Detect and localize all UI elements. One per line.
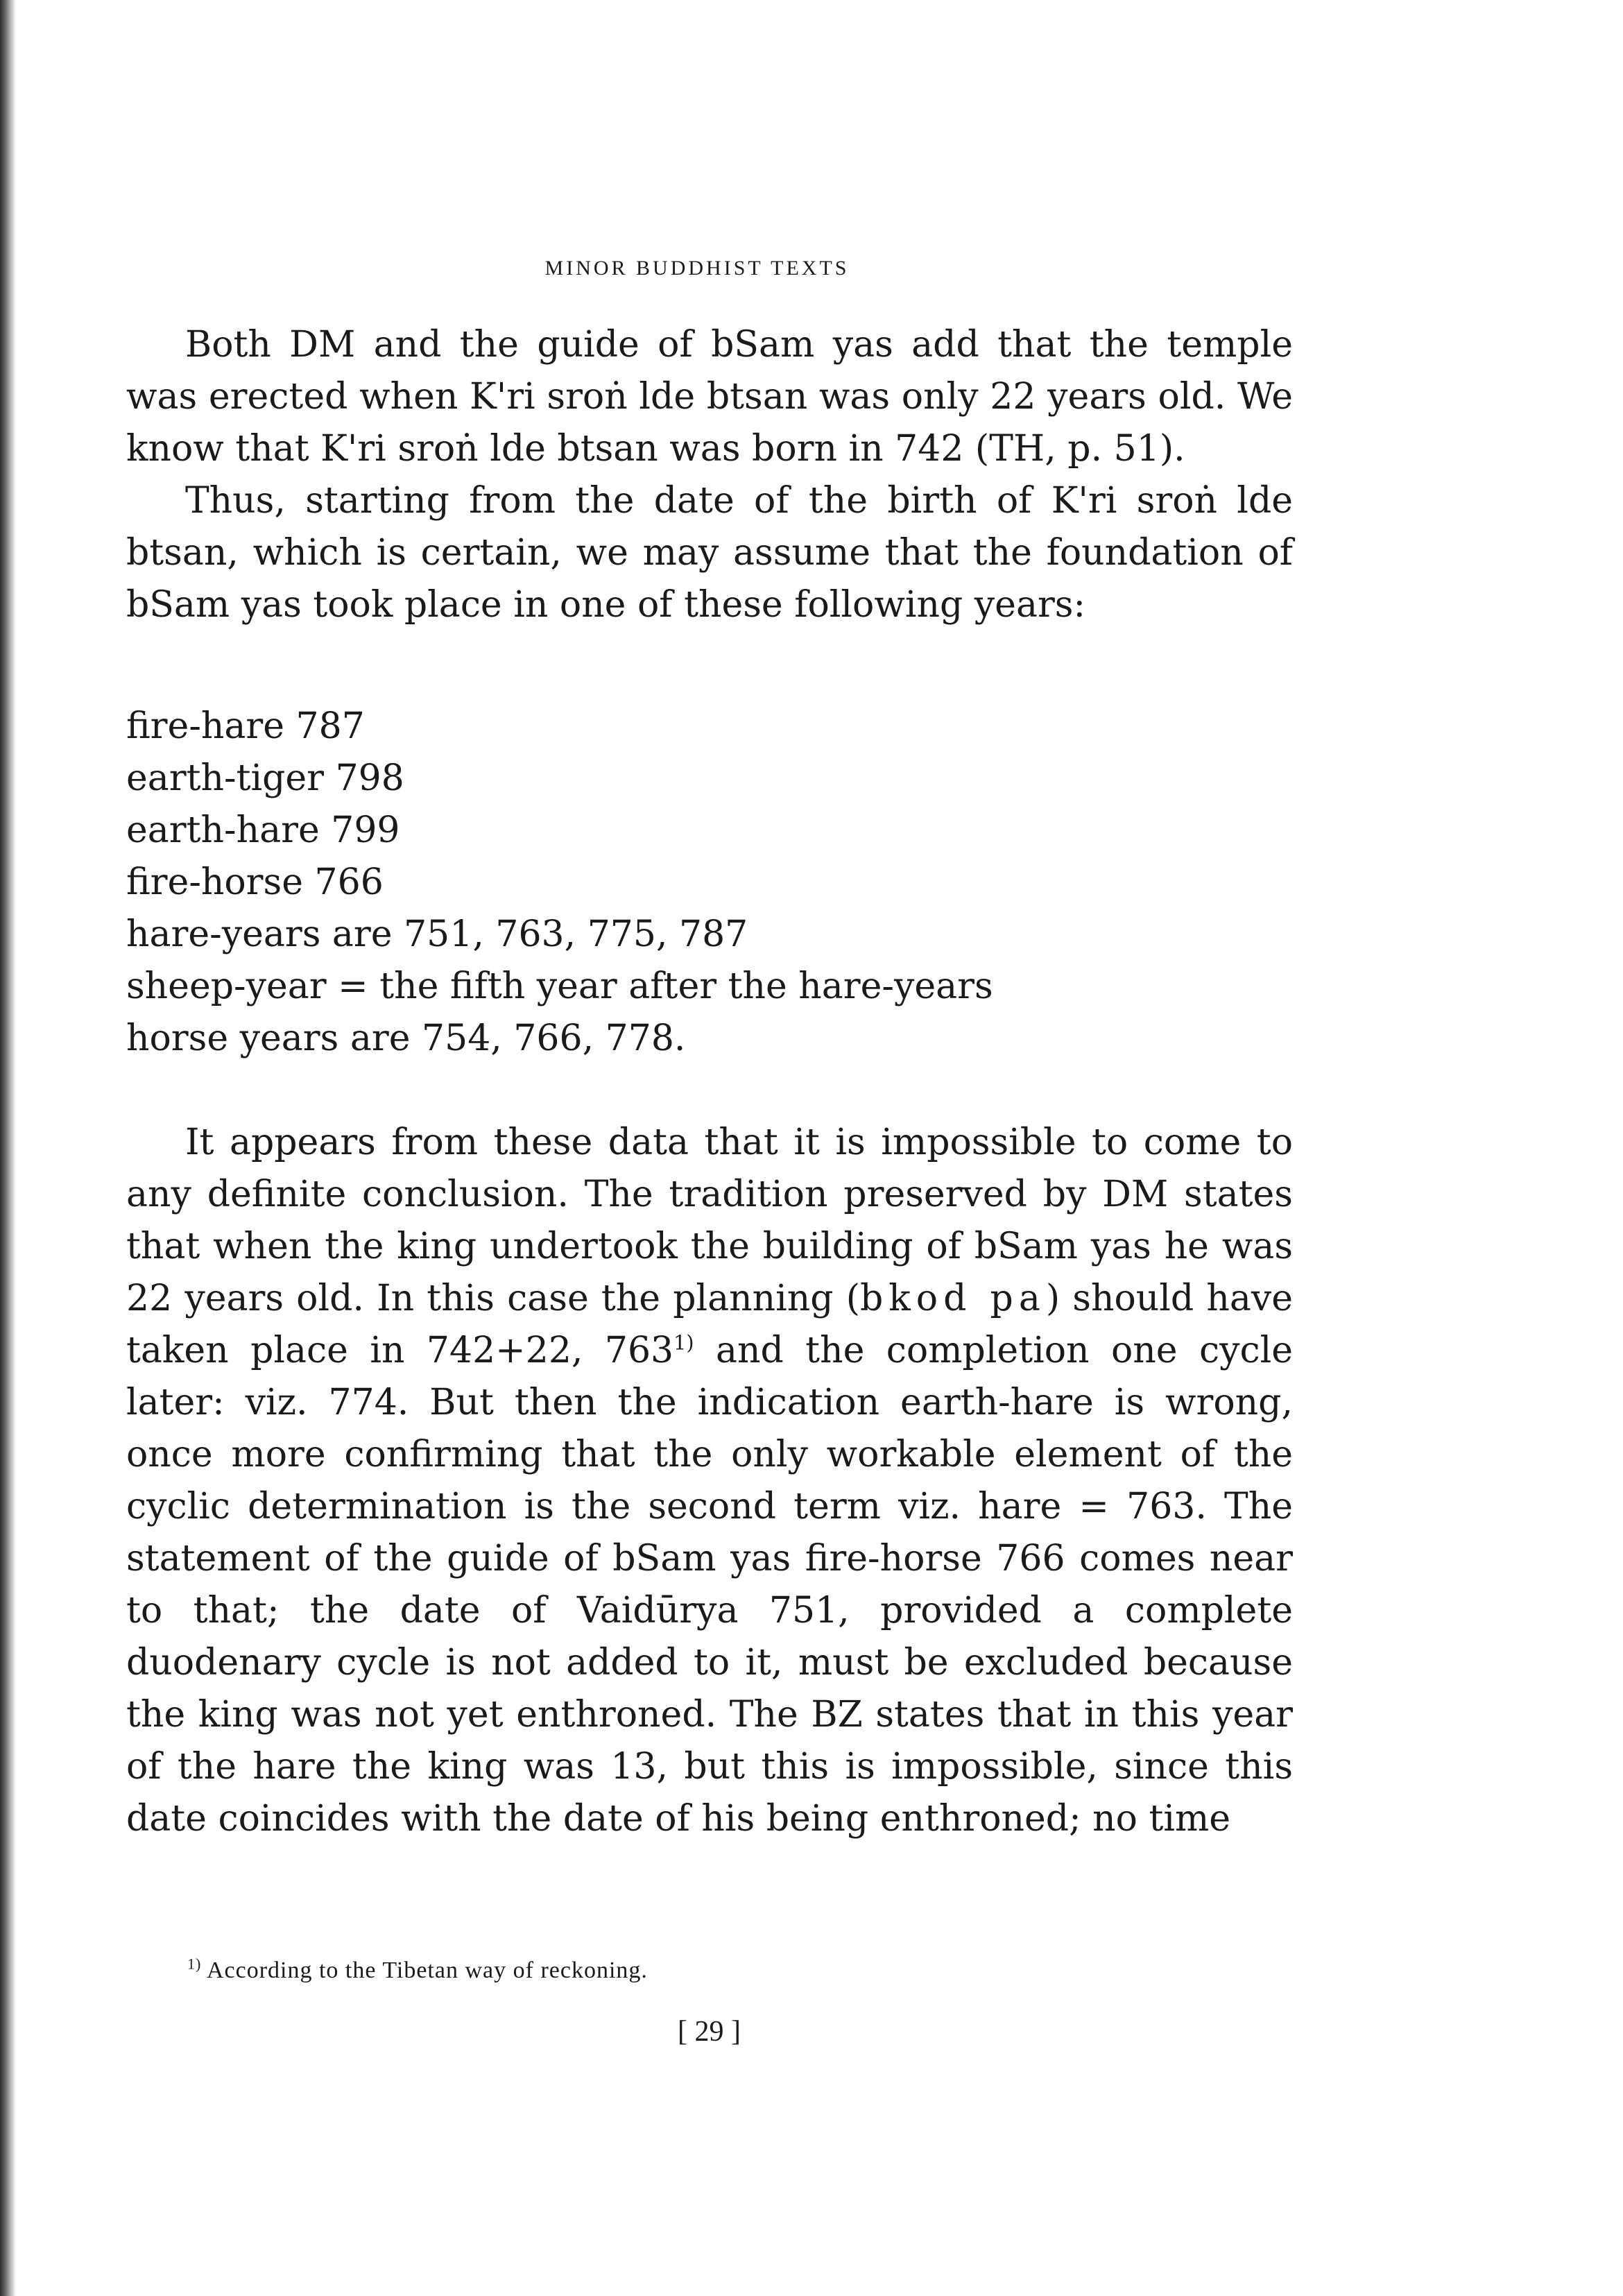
list-item: hare-years are 751, 763, 775, 787 [126, 914, 748, 955]
paragraph-3-spaced-term: bkod pa [859, 1278, 1046, 1319]
list-item: fire-horse 766 [126, 862, 384, 903]
paragraph-3-text-a: It appears from these data that it is impossible to come to any definite conclusion. The tradition preserved by DM states that when the king undertook the building of bSam yas he was 22 years old. In this case the planning ( [126, 1122, 1293, 1319]
list-item: sheep-year = the fifth year after the hare-years [126, 966, 993, 1007]
paragraph-3-text-b: ) should have taken place in 742+22, 763 [126, 1278, 1293, 1371]
paragraph-2: Thus, starting from the date of the birth of K'ri sroṅ lde btsan, which is certain, we may assume that the foundation of bSam yas took place in one of these following years: [126, 480, 1293, 626]
year-list [126, 701, 1293, 1065]
footnote-reference: 1) [673, 1330, 694, 1355]
paragraph-3 [126, 1117, 1293, 1845]
body-block-2 [126, 1117, 1293, 1845]
list-item: horse years are 754, 766, 778. [126, 1018, 686, 1059]
body-block-1 [126, 319, 1293, 631]
list-item: earth-tiger 798 [126, 757, 404, 799]
list-item: earth-hare 799 [126, 809, 400, 851]
footnote [187, 1957, 648, 1984]
paragraph-1: Both DM and the guide of bSam yas add that the temple was erected when K'ri sroṅ lde btsan was only 22 years old. We know that K'ri sroṅ lde btsan was born in 742 (TH, p. 51). [126, 324, 1293, 470]
footnote-marker: 1) [187, 1955, 202, 1973]
page-number: [ 29 ] [678, 2016, 741, 2048]
list-item: fire-hare 787 [126, 705, 365, 747]
paragraph-3-text-c: and the completion one cycle later: viz. 774. But then the indication earth-hare is wrong, once more confirming that the only workable element of the cyclic determination is the second term viz. hare = 763. The statement of the guide of bSam yas fire-horse 766 comes near to that; the date of Vaidūrya 751, provided a complete duodenary cycle is not added to it, must be excluded because the king was not yet enthroned. The BZ states that in this year of the hare the king was 13, but this is impossible, since this date coincides with the date of his being enthroned; no time [126, 1330, 1294, 1840]
running-head: MINOR BUDDHIST TEXTS [544, 257, 850, 280]
page-binding-shadow [0, 0, 15, 2296]
footnote-text: According to the Tibetan way of reckoning. [206, 1957, 648, 1983]
